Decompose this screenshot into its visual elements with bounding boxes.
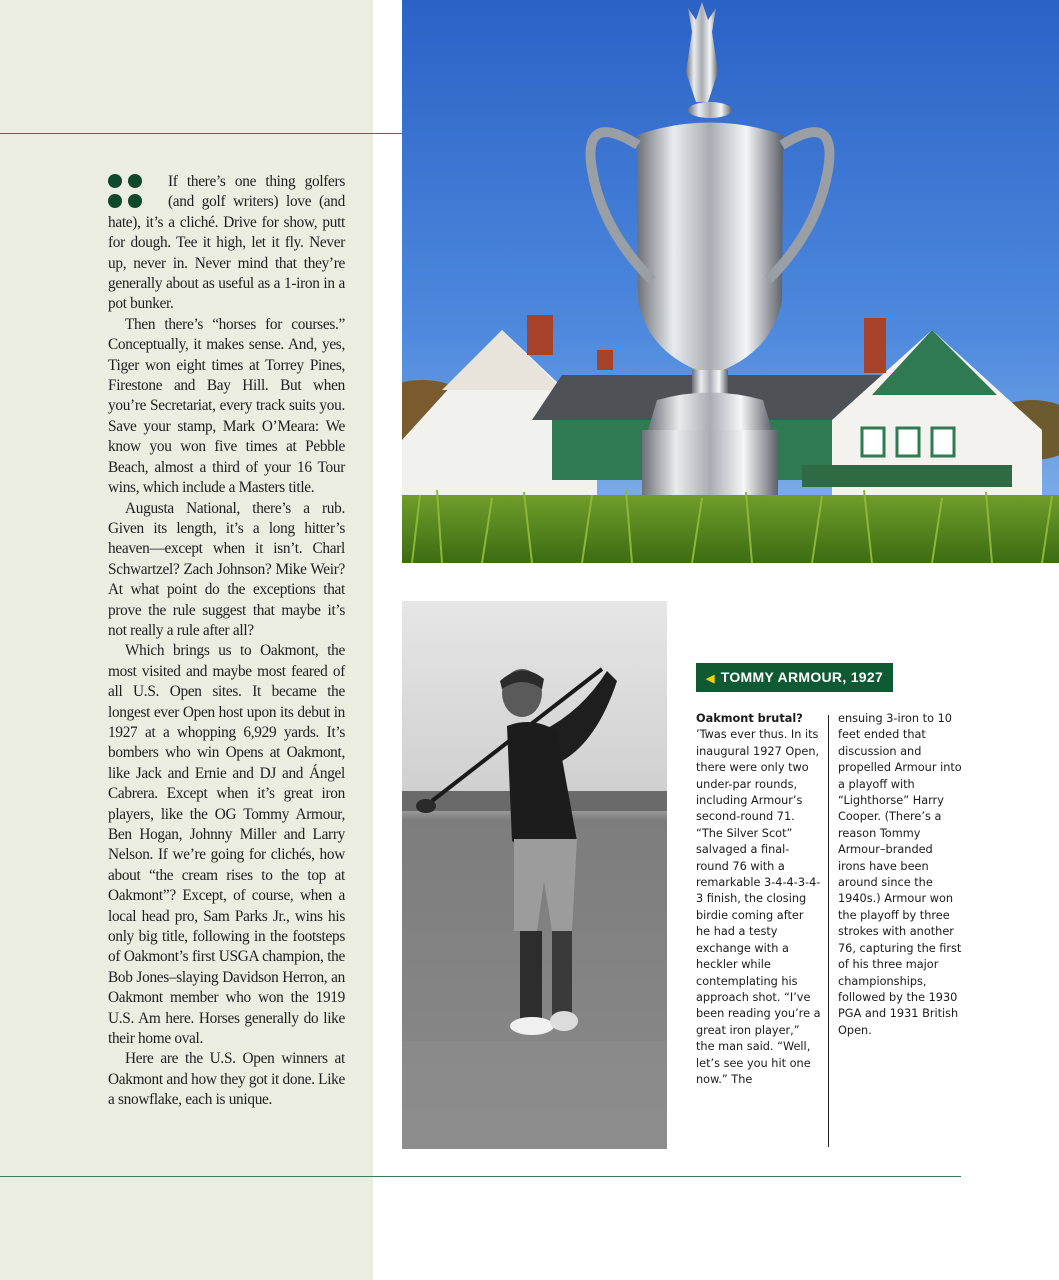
- caption-column-2: ensuing 3-iron to 10 feet ended that discussion and propelled Armour into a playoff with “Lighthorse” Harry Cooper. (There’s a reason Tommy Armour–branded irons have been around since the 1940s.) Armour won the playoff by three strokes with another 76, capturing the first of his three major championships, followed by the 1930 PGA and 1931 British Open.: [838, 712, 962, 1037]
- article-paragraph: If there’s one thing golfers (and golf writers) love (and hate), it’s a cliché. Drive for show, putt for dough. Tee it high, let it fly. Never up, never in. Never mind that they’re generally about as useful as a 1-iron in a pot bunker.: [108, 173, 345, 313]
- caption-column-1: [696, 711, 821, 1088]
- top-divider: [0, 133, 403, 134]
- article-paragraph: Which brings us to Oakmont, the most visited and maybe most feared of all U.S. Open sites. It became the longest ever Open host upon its debut in 1927 at a whopping 6,929 yards. It’s bombers who win Opens at Oakmont, like Jack and Ernie and DJ and Ángel Cabrera. Except when it’s great iron players, like the OG Tommy Armour, Ben Hogan, Johnny Miller and Larry Nelson. If we’re going for clichés, how about “the cream rises to the top at Oakmont”? Except, of course, when a local head pro, Sam Parks Jr., wins his only big title, following in the footsteps of Oakmont’s first USGA champion, the Bob Jones–slaying Davidson Herron, an Oakmont member who won the 1919 U.S. Am here. Horses generally do like their home oval.: [108, 642, 345, 1048]
- left-triangle-icon: ◀: [706, 673, 715, 685]
- article-paragraph: Then there’s “horses for courses.” Conceptually, it makes sense. And, yes, Tiger won eight times at Torrey Pines, Firestone and Bay Hill. But when you’re Secretariat, every track suits you. Save your stamp, Mark O’Meara: We know you won five times at Pebble Beach, almost a third of your 16 Tour wins, which include a Masters title.: [108, 315, 345, 497]
- bottom-divider: [0, 1176, 961, 1177]
- article-body: [108, 172, 345, 1111]
- article-paragraph: Here are the U.S. Open winners at Oakmont and how they got it done. Like a snowflake, each is unique.: [108, 1050, 345, 1109]
- tommy-armour-photo: [402, 601, 667, 1149]
- caption-column-rule: [828, 715, 829, 1147]
- caption-lead: Oakmont brutal?: [696, 712, 803, 725]
- caption-tag-label: TOMMY ARMOUR, 1927: [720, 669, 884, 685]
- caption-tag: [696, 663, 893, 692]
- us-open-trophy-photo: [402, 0, 1059, 563]
- caption-text: ’Twas ever thus. In its inaugural 1927 Open, there were only two under-par rounds, including Armour’s second-round 71. “The Silver Scot” salvaged a final-round 76 with a remarkable 3-4-4-3-4-3 finish, the closing birdie coming after he had a testy exchange with a heckler while contemplating his approach shot. “I’ve been reading you’re a great iron player,” the man said. “Well, let’s see you hit one now.” The: [696, 728, 821, 1086]
- article-paragraph: Augusta National, there’s a rub. Given its length, it’s a long hitter’s heaven—except when it isn’t. Charl Schwartzel? Zach Johnson? Mike Weir? At what point do the exceptions that prove the rule suggest that maybe it’s not really a rule after all?: [108, 499, 345, 639]
